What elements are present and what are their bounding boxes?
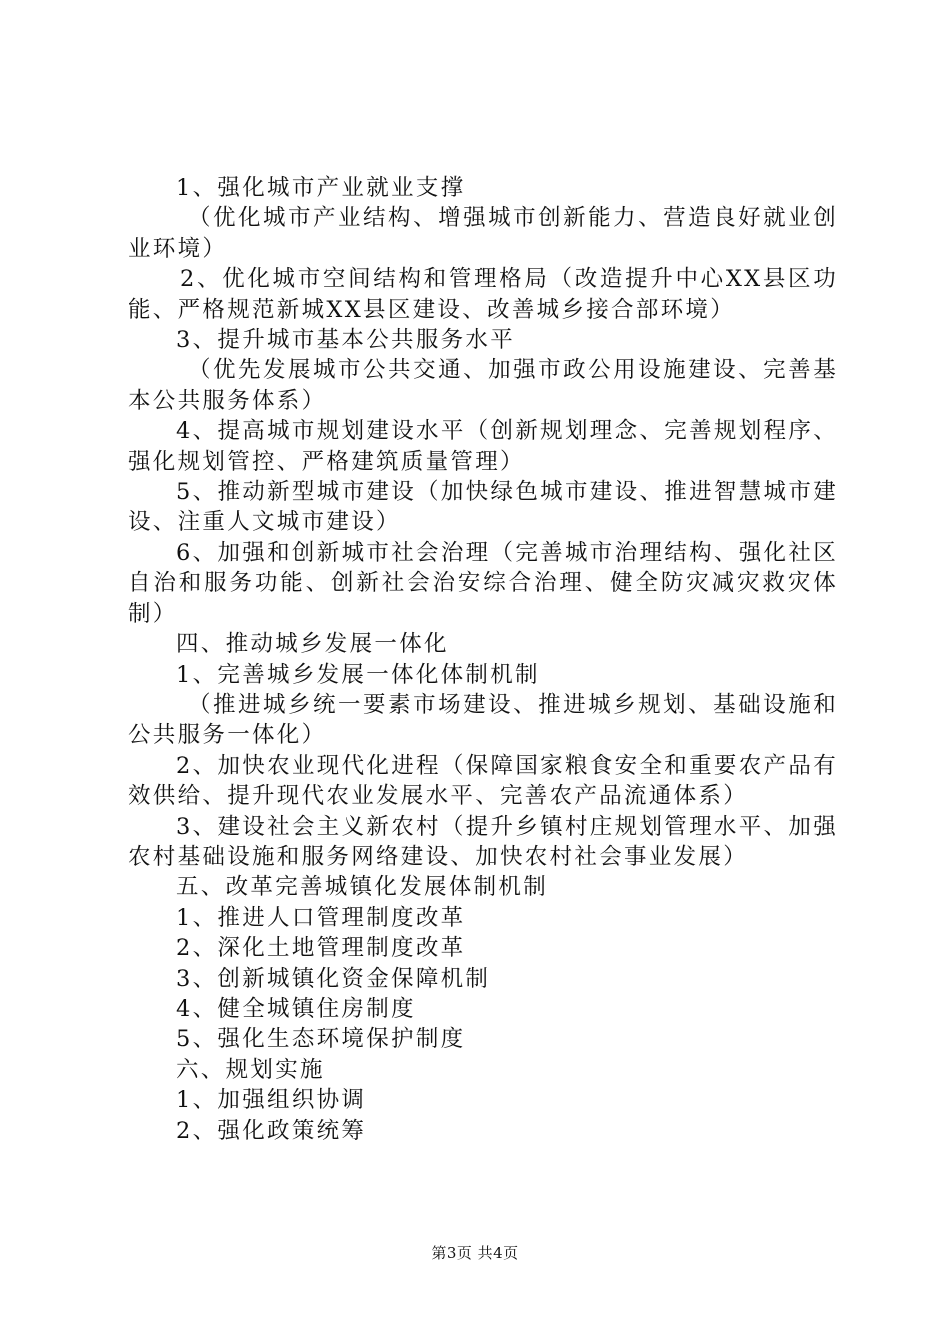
paragraph: （推进城乡统一要素市场建设、推进城乡规划、基础设施和公共服务一体化） xyxy=(128,691,838,749)
paragraph: 3、提升城市基本公共服务水平 xyxy=(176,327,516,354)
paragraph: （优化城市产业结构、增强城市创新能力、营造良好就业创业环境） xyxy=(128,205,838,262)
paragraph: 5、推动新型城市建设（加快绿色城市建设、推进智慧城市建设、注重人文城市建设） xyxy=(128,479,838,536)
paragraph: 1、加强组织协调 xyxy=(176,1087,367,1114)
paragraph: 6、加强和创新城市社会治理（完善城市治理结构、强化社区自治和服务功能、创新社会治安综合治理、健全防灾减灾救灾体制） xyxy=(128,539,838,627)
section-heading: 五、改革完善城镇化发展体制机制 xyxy=(176,874,549,901)
paragraph: 3、建设社会主义新农村（提升乡镇村庄规划管理水平、加强农村基础设施和服务网络建设、加快农村社会事业发展） xyxy=(128,813,838,870)
paragraph: 1、推进人口管理制度改革 xyxy=(176,904,466,931)
paragraph: 2、加快农业现代化进程（保障国家粮食安全和重要农产品有效供给、提升现代农业发展水平、完善农产品流通体系） xyxy=(128,752,838,810)
paragraph: 1、强化城市产业就业支撑 xyxy=(176,175,466,201)
section-heading: 六、规划实施 xyxy=(176,1056,325,1083)
paragraph: 4、提高城市规划建设水平（创新规划理念、完善规划程序、强化规划管控、严格建筑质量管理） xyxy=(128,418,838,475)
page-number-footer: 第3页 共4页 xyxy=(431,1244,519,1262)
paragraph: 1、完善城乡发展一体化体制机制 xyxy=(176,661,540,688)
paragraph: 5、强化生态环境保护制度 xyxy=(176,1026,466,1053)
paragraph: 2、强化政策统筹 xyxy=(176,1117,367,1144)
document-body xyxy=(128,173,838,1146)
paragraph: 4、健全城镇住房制度 xyxy=(176,995,416,1022)
section-heading: 四、推动城乡发展一体化 xyxy=(176,631,449,658)
paragraph: 3、创新城镇化资金保障机制 xyxy=(176,965,491,992)
paragraph: （优先发展城市公共交通、加强市政公用设施建设、完善基本公共服务体系） xyxy=(128,357,838,414)
paragraph: 2、深化土地管理制度改革 xyxy=(176,935,466,962)
paragraph: 2、优化城市空间结构和管理格局（改造提升中心XX县区功能、严格规范新城XX县区建设、改善城乡接合部环境） xyxy=(128,266,838,323)
